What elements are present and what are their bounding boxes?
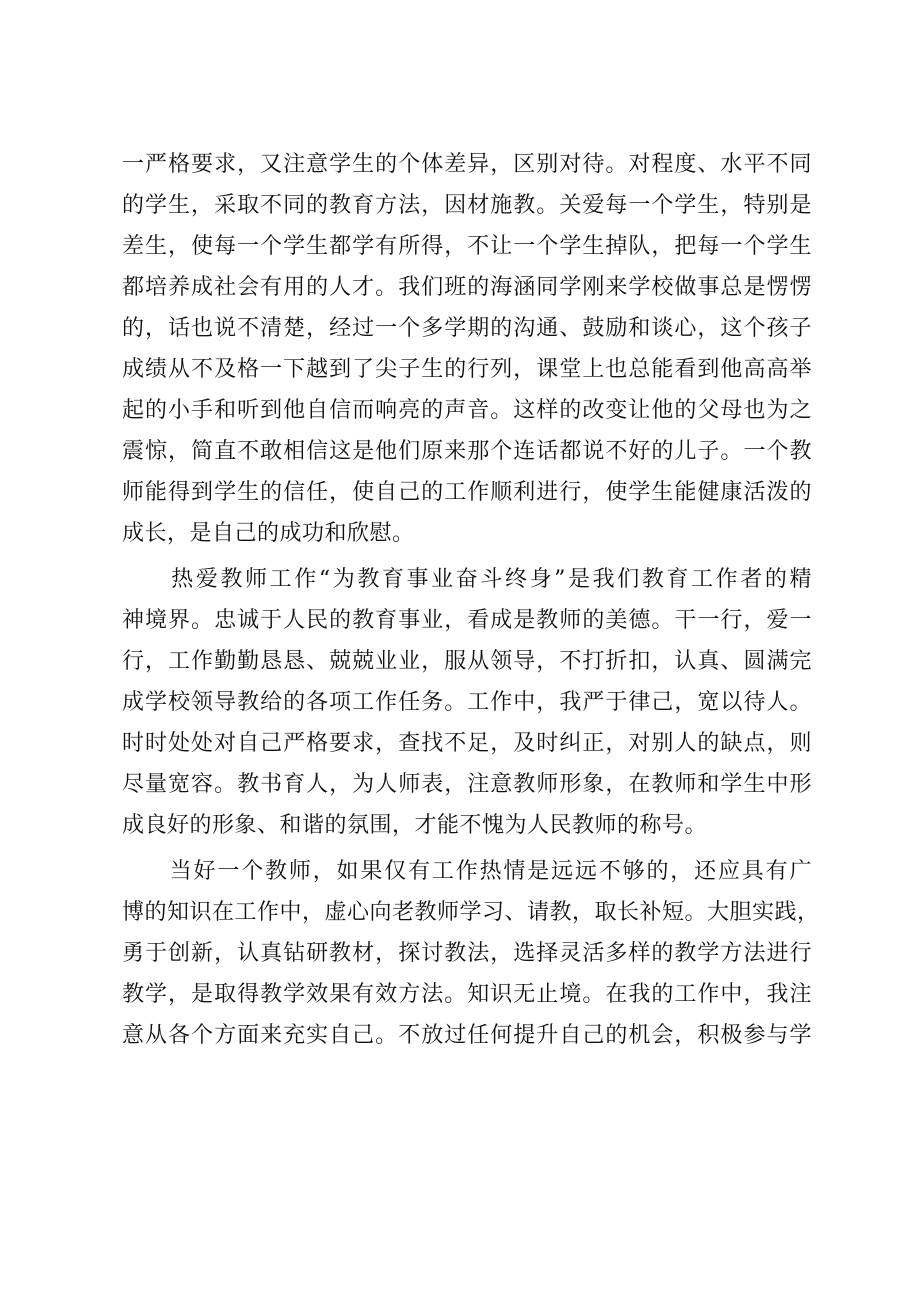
text-line: 勇于创新，认真钻研教材，探讨教法，选择灵活多样的教学方法进行 bbox=[122, 941, 812, 966]
text-line: 震惊，简直不敢相信这是他们原来那个连话都说不好的儿子。一个教 bbox=[122, 439, 812, 464]
text-line: 行，工作勤勤恳恳、兢兢业业，服从领导，不打折扣，认真、圆满完 bbox=[122, 649, 812, 674]
text-line: 神境界。忠诚于人民的教育事业，看成是教师的美德。干一行，爱一 bbox=[122, 608, 812, 633]
text-line: 都培养成社会有用的人才。我们班的海涵同学刚来学校做事总是愣愣 bbox=[122, 275, 812, 300]
text-line: 博的知识在工作中，虚心向老教师学习、请教，取长补短。大胆实践， bbox=[122, 900, 820, 925]
text-line: 意从各个方面来充实自己。不放过任何提升自己的机会，积极参与学 bbox=[122, 1023, 812, 1048]
text-line: 成绩从不及格一下越到了尖子生的行列，课堂上也总能看到他高高举 bbox=[122, 357, 812, 382]
paragraph-1 bbox=[122, 144, 812, 554]
text-line: 一严格要求，又注意学生的个体差异，区别对待。对程度、水平不同 bbox=[122, 152, 812, 177]
text-line: 差生，使每一个学生都学有所得，不让一个学生掉队，把每一个学生 bbox=[122, 234, 812, 259]
text-line: 的学生，采取不同的教育方法，因材施教。关爱每一个学生，特别是 bbox=[122, 193, 812, 218]
paragraph-2 bbox=[122, 559, 812, 846]
text-line: 成良好的形象、和谐的氛围，才能不愧为人民教师的称号。 bbox=[122, 813, 708, 838]
text-line: 起的小手和听到他自信而响亮的声音。这样的改变让他的父母也为之 bbox=[122, 398, 812, 423]
body-text bbox=[122, 144, 820, 1056]
text-line: 教学，是取得教学效果有效方法。知识无止境。在我的工作中，我注 bbox=[122, 982, 812, 1007]
text-line: 当好一个教师，如果仅有工作热情是远远不够的，还应具有广 bbox=[122, 859, 812, 884]
paragraph-3 bbox=[122, 851, 820, 1056]
text-line: 成学校领导教给的各项工作任务。工作中，我严于律己，宽以待人。 bbox=[122, 690, 812, 715]
text-line: 尽量宽容。教书育人，为人师表，注意教师形象，在教师和学生中形 bbox=[122, 772, 812, 797]
text-line: 师能得到学生的信任，使自己的工作顺利进行，使学生能健康活泼的 bbox=[122, 480, 812, 505]
text-line: 时时处处对自己严格要求，查找不足，及时纠正，对别人的缺点，则 bbox=[122, 731, 812, 756]
text-line: 热爱教师工作“为教育事业奋斗终身”是我们教育工作者的精 bbox=[122, 567, 812, 592]
text-line: 成长，是自己的成功和欣慰。 bbox=[122, 521, 415, 546]
text-line: 的，话也说不清楚，经过一个多学期的沟通、鼓励和谈心，这个孩子 bbox=[122, 316, 812, 341]
